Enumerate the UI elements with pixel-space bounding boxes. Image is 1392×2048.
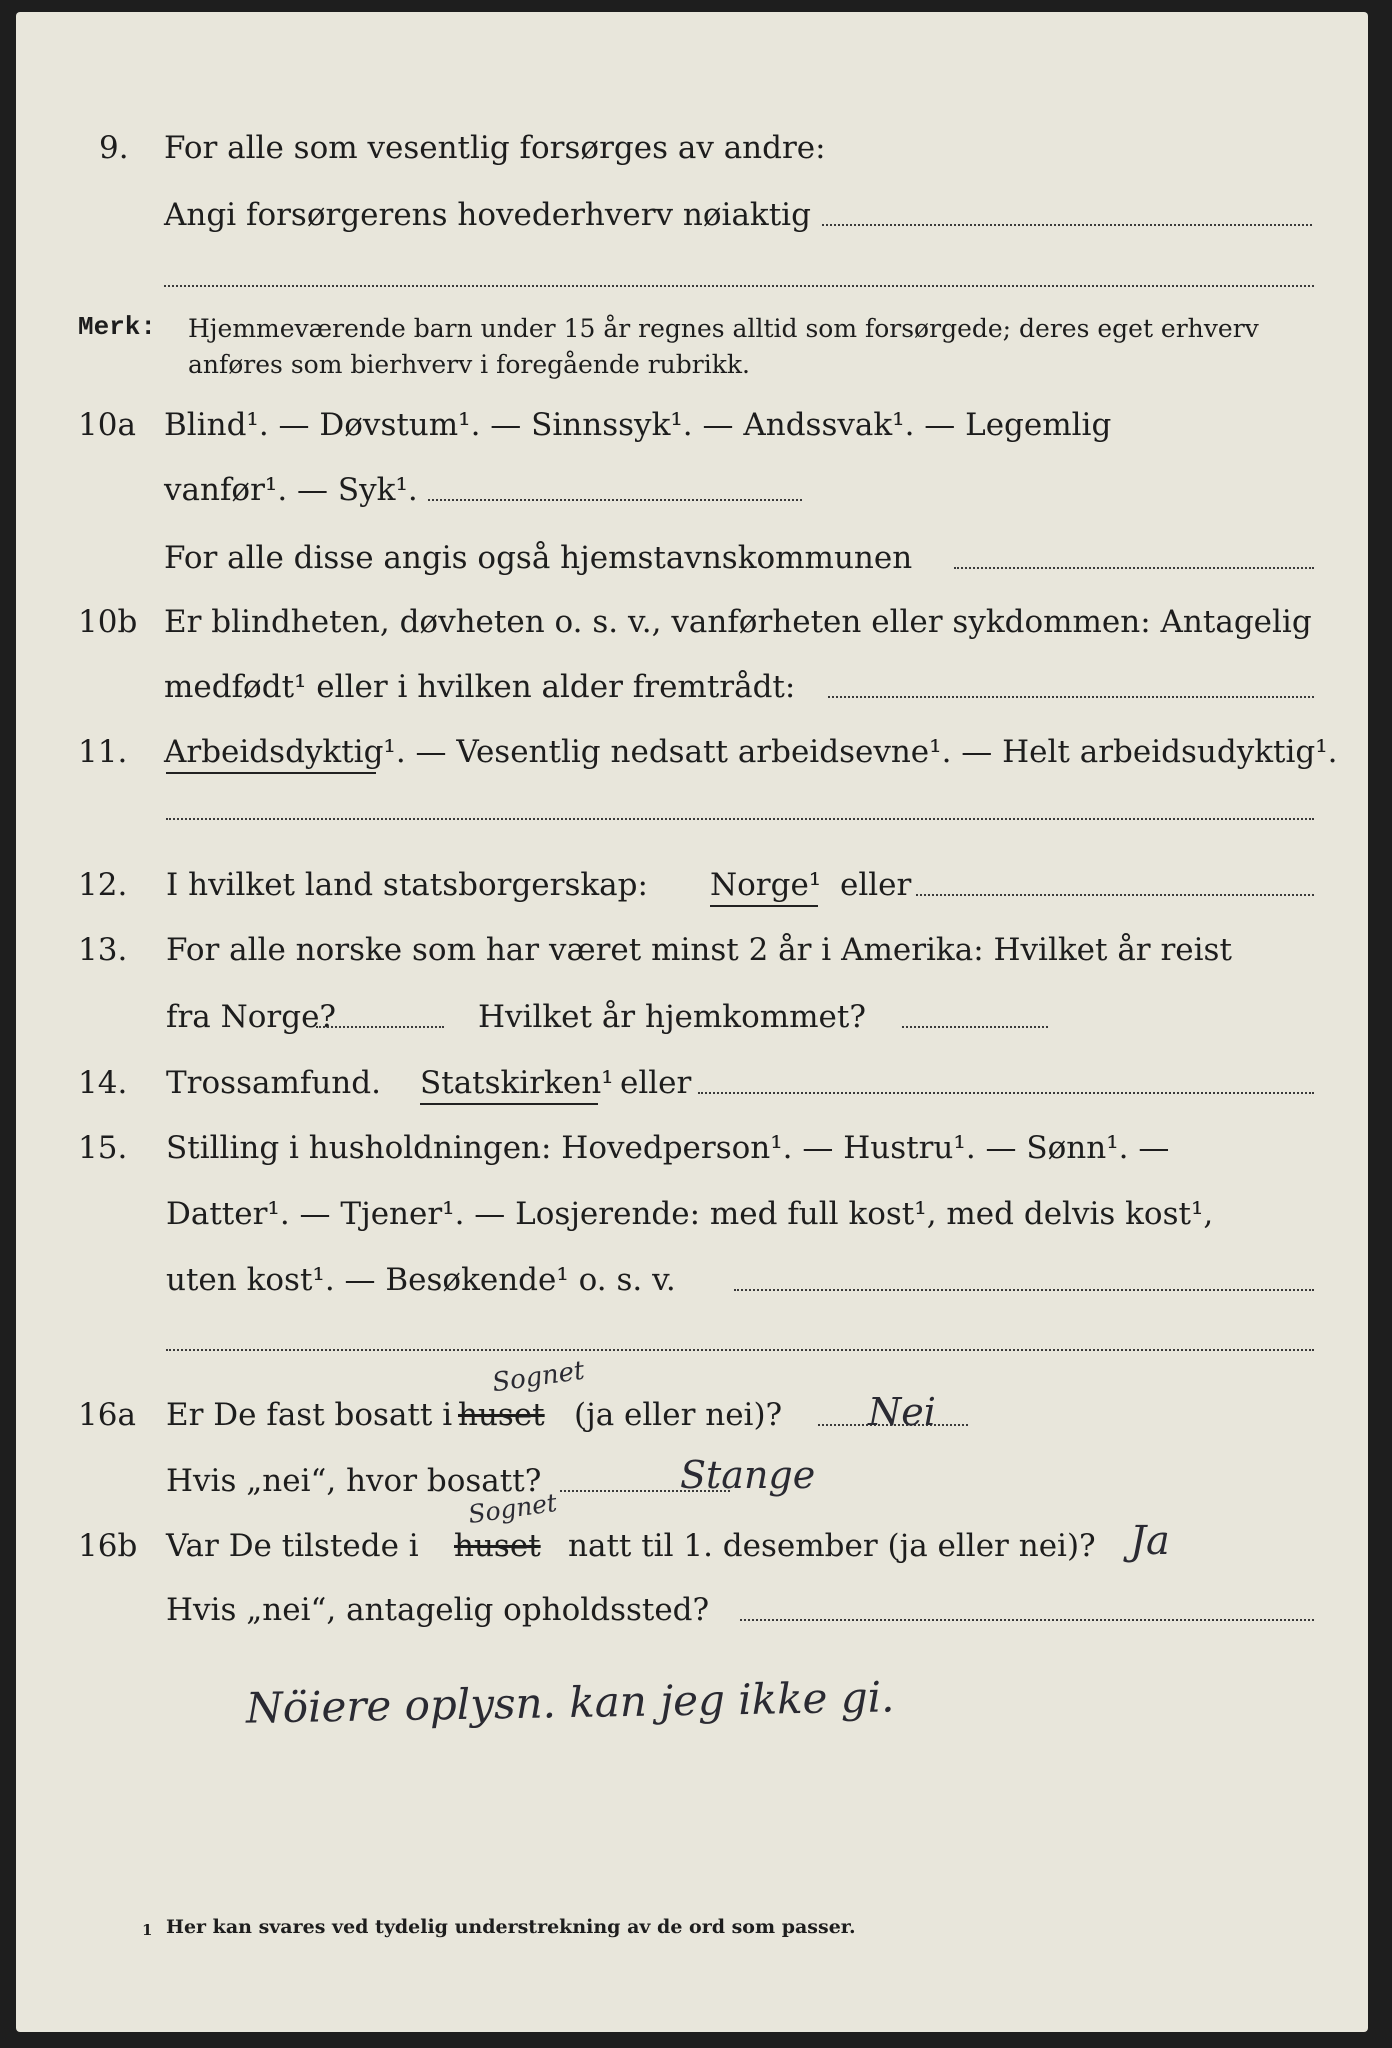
- q11-underline-arbeidsdyktig: [166, 772, 376, 774]
- q9-answer-line: [822, 224, 1312, 226]
- q15-answer-line-2: [166, 1349, 1314, 1351]
- merk-label: Merk:: [78, 312, 157, 342]
- q9-line2: Angi forsørgerens hovederhverv nøiaktig: [164, 197, 811, 233]
- q10b-line2: medfødt¹ eller i hvilken alder fremtrådt:: [164, 669, 796, 705]
- q9-line1: For alle som vesentlig forsørges av andre:: [164, 130, 826, 166]
- merk-line1: Hjemmeværende barn under 15 år regnes alltid som forsørgede; deres eget erhverv: [188, 314, 1259, 343]
- q13-reist-line: [316, 1026, 444, 1028]
- q14-number: 14.: [78, 1065, 128, 1101]
- q15-line2: Datter¹. — Tjener¹. — Losjerende: med full kost¹, med delvis kost¹,: [166, 1196, 1214, 1232]
- q14-suffix: eller: [620, 1065, 692, 1101]
- q15-number: 15.: [78, 1130, 128, 1166]
- q16a-line1-pre: Er De fast bosatt i: [166, 1397, 453, 1433]
- q10a-answer-line: [428, 499, 802, 501]
- q16b-struck-huset: huset: [454, 1528, 541, 1564]
- handwritten-insert-16a: Sognet: [490, 1355, 587, 1399]
- q15-line3: uten kost¹. — Besøkende¹ o. s. v.: [166, 1262, 676, 1298]
- q11-line1: Arbeidsdyktig¹. — Vesentlig nedsatt arbeidsevne¹. — Helt arbeidsudyktig¹.: [164, 734, 1338, 770]
- q11-answer-line: [166, 818, 1314, 820]
- q16a-struck-huset: huset: [458, 1397, 545, 1433]
- q16b-answer-line: [740, 1619, 1314, 1621]
- form-sheet: [16, 12, 1368, 2032]
- q13-line2a: fra Norge?: [166, 999, 337, 1035]
- q12-number: 12.: [78, 867, 128, 903]
- q14-answer-line: [698, 1092, 1314, 1094]
- q16a-line2: Hvis „nei“, hvor bosatt?: [166, 1463, 542, 1499]
- handwritten-answer-16a: Nei: [868, 1390, 936, 1434]
- footnote-mark: 1: [142, 1921, 153, 1939]
- q12-choice-norge: Norge¹: [710, 867, 822, 903]
- q14-choice-statskirken: Statskirken¹: [420, 1065, 614, 1101]
- q16b-number: 16b: [78, 1528, 138, 1564]
- q14-prefix: Trossamfund.: [166, 1065, 381, 1101]
- handwritten-answer-16a-where: Stange: [680, 1453, 816, 1497]
- q10a-home-line: [954, 567, 1314, 569]
- handwritten-answer-16b: Ja: [1130, 1518, 1170, 1564]
- q9-answer-line-2: [164, 285, 1314, 287]
- q15-line1: Stilling i husholdningen: Hovedperson¹. — Hustru¹. — Sønn¹. —: [166, 1130, 1170, 1166]
- q12-suffix: eller: [840, 867, 912, 903]
- handwritten-insert-16b: Sognet: [466, 1487, 559, 1530]
- q12-underline-norge: [710, 905, 818, 907]
- q10a-line2: vanfør¹. — Syk¹.: [164, 472, 418, 508]
- q10a-number: 10a: [78, 407, 136, 443]
- handwritten-note: Nöiere oplysn. kan jeg ikke gi.: [245, 1672, 895, 1733]
- q16b-line2: Hvis „nei“, antagelig opholdssted?: [166, 1592, 710, 1628]
- q13-number: 13.: [78, 932, 128, 968]
- q16b-line1-pre: Var De tilstede i: [166, 1528, 419, 1564]
- q14-underline-statskirken: [420, 1103, 598, 1105]
- q10a-line3: For alle disse angis også hjemstavnskommunen: [164, 540, 913, 576]
- q11-number: 11.: [78, 734, 128, 770]
- q15-answer-line: [734, 1289, 1314, 1291]
- merk-line2: anføres som bierhverv i foregående rubrikk.: [188, 350, 750, 379]
- q16a-number: 16a: [78, 1397, 136, 1433]
- q9-number: 9.: [99, 130, 129, 166]
- q12-prefix: I hvilket land statsborgerskap:: [166, 867, 648, 903]
- q12-answer-line: [916, 894, 1314, 896]
- footnote-text: Her kan svares ved tydelig understrekning av de ord som passer.: [166, 1916, 856, 1938]
- q16b-line1-post: natt til 1. desember (ja eller nei)?: [568, 1528, 1096, 1564]
- q10b-number: 10b: [78, 604, 138, 640]
- q10b-answer-line: [828, 696, 1314, 698]
- q13-line2b: Hvilket år hjemkommet?: [478, 999, 866, 1035]
- q10b-line1: Er blindheten, døvheten o. s. v., vanførheten eller sykdommen: Antagelig: [164, 604, 1312, 640]
- q13-line1: For alle norske som har været minst 2 år i Amerika: Hvilket år reist: [166, 932, 1232, 968]
- q13-hjem-line: [902, 1026, 1048, 1028]
- q10a-line1: Blind¹. — Døvstum¹. — Sinnssyk¹. — Andssvak¹. — Legemlig: [164, 407, 1112, 443]
- q16a-line1-post: (ja eller nei)?: [574, 1397, 783, 1433]
